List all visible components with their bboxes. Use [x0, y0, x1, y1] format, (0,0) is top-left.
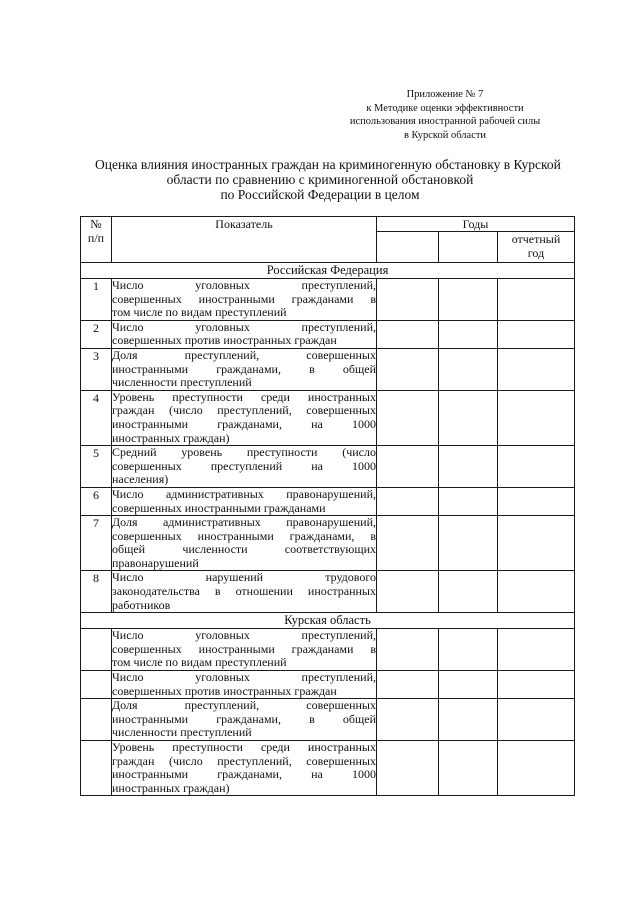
value-cell: [498, 516, 575, 571]
header-num-label: п/п: [87, 231, 105, 245]
indicator-cell: [112, 671, 377, 699]
row-number-cell: 3: [81, 348, 112, 390]
value-cell: [439, 348, 498, 390]
indicator-text-line: иностранными гражданами, на 1000: [112, 767, 376, 782]
indicator-cell: [112, 320, 377, 348]
header-num-cell: [81, 217, 112, 263]
indicator-text-line: иностранными гражданами, в общей: [112, 361, 376, 376]
indicator-text-line: Уровень преступности среди иностранных: [112, 740, 376, 754]
table-row: [81, 279, 575, 321]
indicator-text-line: том числе по видам преступлений: [112, 305, 287, 320]
row-number-cell: 7: [81, 516, 112, 571]
indicator-text-line: иностранных граждан): [112, 780, 230, 795]
indicator-text-line: Средний уровень преступности (число: [112, 445, 376, 460]
value-cell: [377, 629, 439, 671]
indicator-text-line: совершенных иностранными гражданами, в: [112, 528, 376, 543]
title-line: по Российской Федерации в целом: [220, 187, 420, 202]
table-row: [81, 516, 575, 571]
table-row: [81, 629, 575, 671]
indicator-text-line: численности преступлений: [112, 375, 252, 390]
header-years-cell: [377, 217, 575, 232]
value-cell: [439, 741, 498, 796]
indicator-text-line: иностранными гражданами, на 1000: [112, 416, 376, 431]
indicator-text-line: Уровень преступности среди иностранных: [112, 389, 376, 404]
appendix-number: Приложение № 7: [406, 89, 484, 100]
indicator-text-line: Число уголовных преступлений,: [112, 319, 376, 334]
row-number-cell: [81, 699, 112, 741]
indicator-text-line: Доля административных правонарушений,: [112, 515, 376, 530]
value-cell: [439, 571, 498, 613]
value-cell: [498, 320, 575, 348]
value-cell: [377, 571, 439, 613]
value-cell: [377, 741, 439, 796]
indicator-text-line: граждан (число преступлений, совершенных: [112, 753, 376, 768]
table-row: [81, 671, 575, 699]
value-cell: [498, 390, 575, 445]
value-cell: [377, 320, 439, 348]
indicator-text-line: общей численности соответствующих: [112, 542, 376, 557]
value-cell: [377, 446, 439, 488]
section-title-kursk: Курская область: [81, 613, 575, 629]
value-cell: [439, 390, 498, 445]
year-cell: [439, 232, 498, 263]
row-number-cell: [81, 671, 112, 699]
indicator-text-line: иностранных граждан): [112, 430, 230, 445]
appendix-line: использования иностранной рабочей силы: [349, 116, 541, 128]
year-cell: [377, 232, 439, 263]
title-line: Оценка влияния иностранных граждан на криминогенную обстановку в Курской: [95, 157, 561, 172]
value-cell: [498, 699, 575, 741]
indicator-text-line: граждан (число преступлений, совершенных: [112, 403, 376, 418]
row-number-cell: 8: [81, 571, 112, 613]
value-cell: [377, 699, 439, 741]
report-year-label: год: [527, 246, 545, 260]
indicator-cell: [112, 279, 377, 321]
indicator-text-line: правонарушений: [112, 555, 199, 570]
table-row: [81, 446, 575, 488]
header-indicator-cell: [112, 217, 377, 263]
table-row: [81, 699, 575, 741]
row-number-cell: 5: [81, 446, 112, 488]
section-row-rf: [81, 263, 575, 279]
indicator-text-line: иностранными гражданами, в общей: [112, 711, 376, 726]
indicator-text-line: совершенных иностранными гражданами в: [112, 641, 376, 656]
indicator-text-line: работников: [112, 597, 171, 612]
row-number-cell: 1: [81, 279, 112, 321]
appendix-line: к Методике оценки эффективности: [366, 102, 524, 114]
header-indicator-label: Показатель: [215, 217, 273, 231]
indicator-cell: [112, 390, 377, 445]
value-cell: [498, 348, 575, 390]
title-line: области по сравнению с криминогенной обстановкой: [166, 172, 474, 187]
header-years-label: Годы: [462, 217, 489, 231]
indicator-cell: [112, 571, 377, 613]
value-cell: [439, 487, 498, 515]
value-cell: [439, 446, 498, 488]
indicator-text-line: Число нарушений трудового: [112, 570, 376, 585]
value-cell: [377, 671, 439, 699]
indicator-text-line: совершенных против иностранных граждан: [112, 683, 337, 698]
indicator-text-line: том числе по видам преступлений: [112, 655, 287, 670]
row-number-cell: [81, 741, 112, 796]
table-row: [81, 390, 575, 445]
indicator-text-line: Число уголовных преступлений,: [112, 670, 376, 685]
indicator-text-line: совершенных иностранными гражданами в: [112, 291, 376, 306]
indicator-text-line: Доля преступлений, совершенных: [112, 698, 376, 713]
section-row-kursk: [81, 613, 575, 629]
value-cell: [439, 699, 498, 741]
indicator-text-line: Число административных правонарушений,: [112, 486, 376, 501]
indicator-cell: [112, 487, 377, 515]
indicator-cell: [112, 446, 377, 488]
appendix-reference: [330, 88, 560, 142]
value-cell: [439, 629, 498, 671]
row-number-cell: 2: [81, 320, 112, 348]
indicator-text-line: населения): [112, 472, 169, 487]
value-cell: [439, 516, 498, 571]
report-year-cell: [498, 232, 575, 263]
value-cell: [439, 671, 498, 699]
value-cell: [377, 348, 439, 390]
table-row: [81, 741, 575, 796]
row-number-cell: [81, 629, 112, 671]
indicator-cell: [112, 699, 377, 741]
value-cell: [377, 390, 439, 445]
appendix-line: в Курской области: [403, 129, 487, 141]
table-row: [81, 487, 575, 515]
indicator-cell: [112, 741, 377, 796]
value-cell: [439, 320, 498, 348]
header-num-label: №: [90, 217, 102, 231]
value-cell: [377, 516, 439, 571]
table-row: [81, 320, 575, 348]
indicator-text-line: Число уголовных преступлений,: [112, 628, 376, 643]
indicator-cell: [112, 348, 377, 390]
row-number-cell: 6: [81, 487, 112, 515]
indicator-text-line: совершенных против иностранных граждан: [112, 333, 337, 348]
value-cell: [498, 629, 575, 671]
table-row: [81, 348, 575, 390]
section-title-rf: Российская Федерация: [81, 263, 575, 279]
indicator-text-line: законодательства в отношении иностранных: [112, 584, 376, 599]
indicator-text-line: совершенных иностранными гражданами: [112, 500, 326, 515]
value-cell: [498, 741, 575, 796]
indicator-text-line: численности преступлений: [112, 725, 252, 740]
table-header-row: [81, 217, 575, 232]
indicator-cell: [112, 516, 377, 571]
indicator-text-line: Доля преступлений, совершенных: [112, 347, 376, 362]
value-cell: [377, 279, 439, 321]
table-row: [81, 571, 575, 613]
indicator-text-line: совершенных преступлений на 1000: [112, 458, 376, 473]
value-cell: [498, 446, 575, 488]
value-cell: [498, 279, 575, 321]
value-cell: [498, 487, 575, 515]
document-title: [95, 157, 561, 202]
value-cell: [377, 487, 439, 515]
report-year-label: отчетный: [511, 232, 561, 246]
value-cell: [498, 571, 575, 613]
indicator-text-line: Число уголовных преступлений,: [112, 278, 376, 292]
indicators-table: [80, 216, 575, 796]
value-cell: [439, 279, 498, 321]
row-number-cell: 4: [81, 390, 112, 445]
indicator-cell: [112, 629, 377, 671]
value-cell: [498, 671, 575, 699]
